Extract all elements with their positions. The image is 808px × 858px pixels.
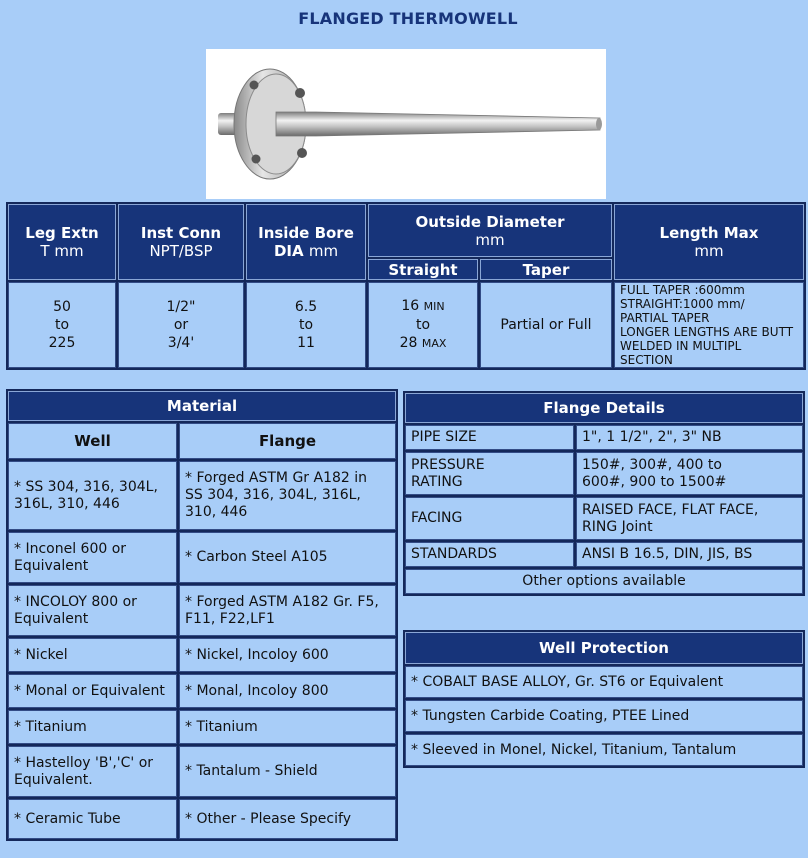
- flange-value-cell: ANSI B 16.5, DIN, JIS, BS: [576, 542, 803, 567]
- material-well-cell: * Hastelloy 'B','C' or Equivalent.: [8, 746, 177, 797]
- flange-label-cell: PRESSURE RATING: [405, 452, 574, 495]
- header-inst-conn: Inst Conn NPT/BSP: [118, 204, 244, 280]
- flange-value-cell: 1", 1 1/2", 2", 3" NB: [576, 425, 803, 450]
- header-taper: Taper: [480, 259, 612, 280]
- header-straight: Straight: [368, 259, 478, 280]
- page-title: FLANGED THERMOWELL: [298, 9, 518, 28]
- well-protection-item: * COBALT BASE ALLOY, Gr. ST6 or Equivalent: [405, 666, 803, 698]
- material-table: [6, 389, 398, 841]
- flange-details-table: [403, 391, 805, 596]
- material-flange-cell: * Monal, Incoloy 800: [179, 674, 396, 708]
- cell-length-max: FULL TAPER :600mm STRAIGHT:1000 mm/ PARTIAL TAPER LONGER LENGTHS ARE BUTT WELDED IN MULTIPL SECTION: [614, 282, 804, 368]
- thermowell-product-photo-icon: [206, 49, 606, 199]
- material-well-cell: * Titanium: [8, 710, 177, 744]
- cell-leg-extn: 50 to 225: [8, 282, 116, 368]
- flange-footer: Other options available: [405, 569, 803, 594]
- flange-label-cell: FACING: [405, 497, 574, 540]
- material-well-cell: * INCOLOY 800 or Equivalent: [8, 585, 177, 636]
- specification-table: [6, 202, 806, 370]
- flange-label-cell: STANDARDS: [405, 542, 574, 567]
- material-flange-cell: * Forged ASTM A182 Gr. F5, F11, F22,LF1: [179, 585, 396, 636]
- flange-value-cell: RAISED FACE, FLAT FACE, RING Joint: [576, 497, 803, 540]
- product-photo: [206, 49, 606, 199]
- material-well-cell: * Nickel: [8, 638, 177, 672]
- well-protection-item: * Tungsten Carbide Coating, PTEE Lined: [405, 700, 803, 732]
- material-flange-cell: * Forged ASTM Gr A182 in SS 304, 316, 304L, 316L, 310, 446: [179, 461, 396, 530]
- cell-straight: 16 MIN to 28 MAX: [368, 282, 478, 368]
- material-well-cell: * SS 304, 316, 304L, 316L, 310, 446: [8, 461, 177, 530]
- well-protection-item: * Sleeved in Monel, Nickel, Titanium, Tantalum: [405, 734, 803, 766]
- material-flange-cell: * Carbon Steel A105: [179, 532, 396, 583]
- material-flange-cell: * Other - Please Specify: [179, 799, 396, 839]
- flange-details-title: Flange Details: [405, 393, 803, 423]
- well-protection-title: Well Protection: [405, 632, 803, 664]
- material-title: Material: [8, 391, 396, 421]
- material-well-cell: * Inconel 600 or Equivalent: [8, 532, 177, 583]
- cell-inside-bore: 6.5 to 11: [246, 282, 366, 368]
- material-well-cell: * Ceramic Tube: [8, 799, 177, 839]
- material-flange-cell: * Titanium: [179, 710, 396, 744]
- header-inside-bore: Inside Bore DIA mm: [246, 204, 366, 280]
- well-protection-table: [403, 630, 805, 768]
- material-col-well: Well: [8, 423, 177, 459]
- material-well-cell: * Monal or Equivalent: [8, 674, 177, 708]
- material-flange-cell: * Tantalum - Shield: [179, 746, 396, 797]
- cell-inst-conn: 1/2" or 3/4': [118, 282, 244, 368]
- material-flange-cell: * Nickel, Incoloy 600: [179, 638, 396, 672]
- flange-label-cell: PIPE SIZE: [405, 425, 574, 450]
- material-col-flange: Flange: [179, 423, 396, 459]
- header-leg-extn: Leg Extn T mm: [8, 204, 116, 280]
- cell-taper: Partial or Full: [480, 282, 612, 368]
- header-length-max: Length Max mm: [614, 204, 804, 280]
- flange-value-cell: 150#, 300#, 400 to 600#, 900 to 1500#: [576, 452, 803, 495]
- header-outside-diameter: Outside Diameter mm: [368, 204, 612, 257]
